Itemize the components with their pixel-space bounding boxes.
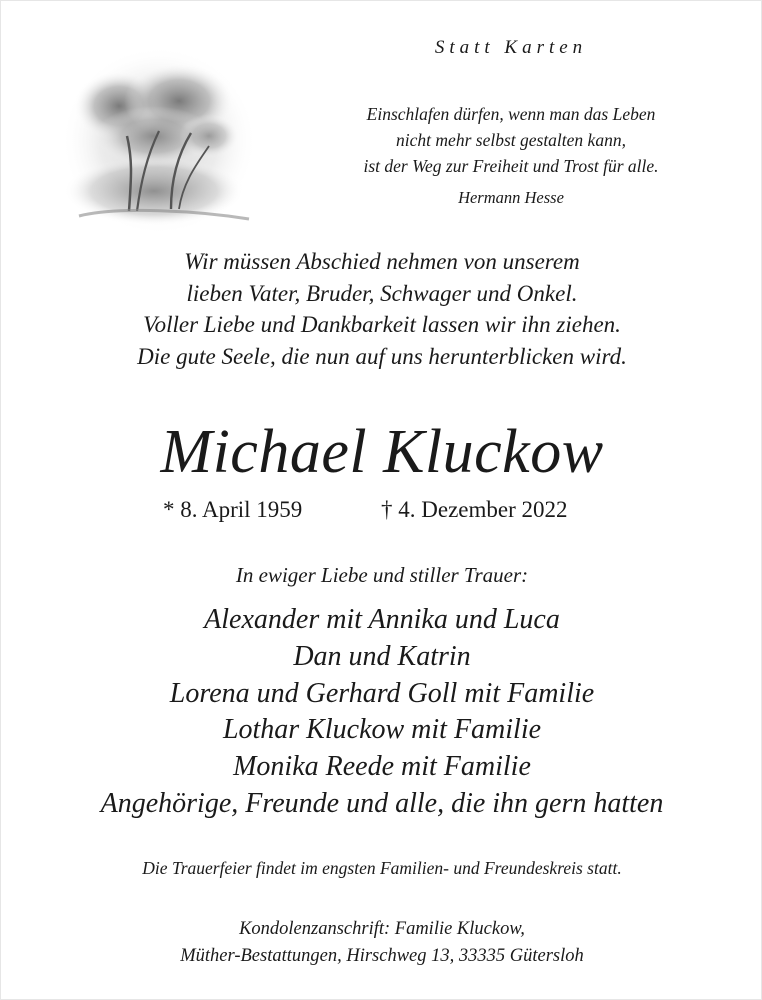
funeral-note: Die Trauerfeier findet im engsten Familien- und Freundeskreis statt. xyxy=(142,858,622,878)
mourner-name: Monika Reede mit Familie xyxy=(233,751,531,783)
intro-text xyxy=(1,246,762,372)
condolence-line: Müther-Bestattungen, Hirschweg 13, 33335 Gütersloh xyxy=(180,946,584,966)
tree-illustration xyxy=(59,41,259,246)
intro-line: Voller Liebe und Dankbarkeit lassen wir ihn ziehen. xyxy=(143,312,621,337)
mourner-name: Lorena und Gerhard Goll mit Familie xyxy=(169,677,595,709)
mourner-name: Alexander mit Annika und Luca xyxy=(204,604,560,635)
deceased-name: Michael Kluckow xyxy=(160,418,604,486)
statt-karten-heading: Statt Karten xyxy=(434,37,588,58)
intro-line: lieben Vater, Bruder, Schwager und Onkel. xyxy=(186,280,578,306)
condolence-line: Kondolenzanschrift: Familie Kluckow, xyxy=(239,919,525,939)
quote-line: ist der Weg zur Freiheit und Trost für alle. xyxy=(363,156,659,176)
quote-author: Hermann Hesse xyxy=(458,188,564,207)
mourners-intro: In ewiger Liebe und stiller Trauer: xyxy=(235,563,529,587)
mourner-name: Lothar Kluckow mit Familie xyxy=(222,714,542,746)
quote-line: nicht mehr selbst gestalten kann, xyxy=(396,130,626,150)
quote-line: Einschlafen dürfen, wenn man das Leben xyxy=(366,104,656,124)
condolence-address xyxy=(1,916,762,970)
death-date: † 4. Dezember 2022 xyxy=(381,497,568,522)
birth-date: * 8. April 1959 xyxy=(163,497,303,522)
intro-line: Wir müssen Abschied nehmen von unserem xyxy=(184,249,580,274)
quote-block xyxy=(301,101,721,179)
mourners-list xyxy=(1,602,762,823)
mourner-name: Angehörige, Freunde und alle, die ihn gern hatten xyxy=(100,787,664,819)
intro-line: Die gute Seele, die nun auf uns herunterblicken wird. xyxy=(137,343,627,369)
mourner-name: Dan und Katrin xyxy=(293,640,471,672)
